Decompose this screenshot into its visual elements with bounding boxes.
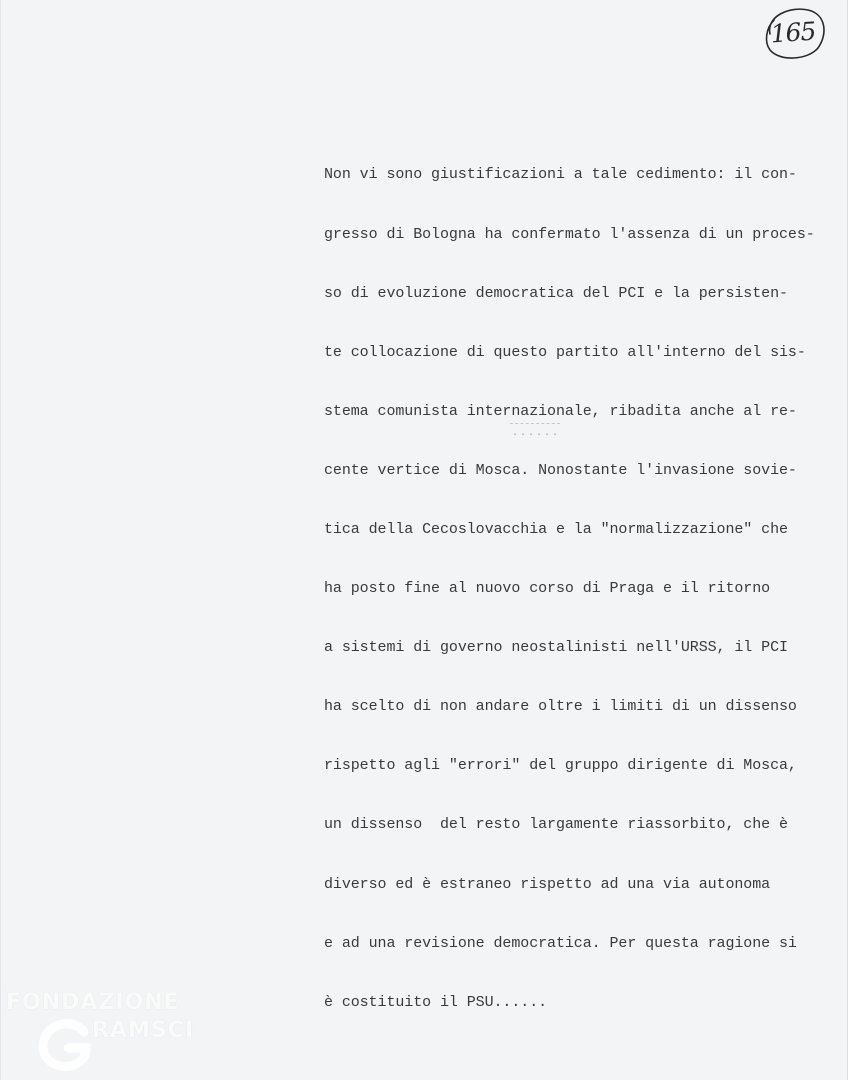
text-line: diverso ed è estraneo rispetto ad una via autonoma [324,875,771,893]
trailing-dots: ...... [512,428,561,439]
text-line: e ad una revisione democratica. Per questa ragione si [324,934,797,952]
text-line: cente vertice di Mosca. Nonostante l'invasione sovie- [324,461,797,479]
typewritten-paragraph [324,126,848,1052]
text-line: rispetto agli "errori" del gruppo dirigente di Mosca, [324,757,797,775]
text-line: ha scelto di non andare oltre i limiti di un dissenso [324,698,797,716]
text-line: stema comunista internazionale, ribadita anche al re- [324,402,797,420]
text-line: tica della Cecoslovacchia e la "normalizzazione" che [324,520,788,538]
text-line: te collocazione di questo partito all'interno del sis- [324,343,806,361]
text-line: un dissenso del resto largamente riassorbito, che è [324,816,788,834]
page-number: 165 [769,16,817,49]
gramsci-logo-icon [36,1014,96,1074]
watermark-line-2: RAMSCI [92,1018,195,1043]
watermark-line-1: FONDAZIONE [6,990,180,1015]
text-line: Non vi sono giustificazioni a tale cedimento: il con- [324,166,797,184]
text-line: gresso di Bologna ha confermato l'assenza di un proces- [324,225,815,243]
text-line: ha posto fine al nuovo corso di Praga e il ritorno [324,580,771,598]
fondazione-gramsci-watermark [6,990,216,1074]
text-line: so di evoluzione democratica del PCI e la persisten- [324,284,788,302]
handwritten-page-number [760,4,828,62]
text-line: a sistemi di governo neostalinisti nell'URSS, il PCI [324,639,788,657]
ink-smudge [510,423,560,427]
text-line: è costituito il PSU...... [324,993,548,1011]
